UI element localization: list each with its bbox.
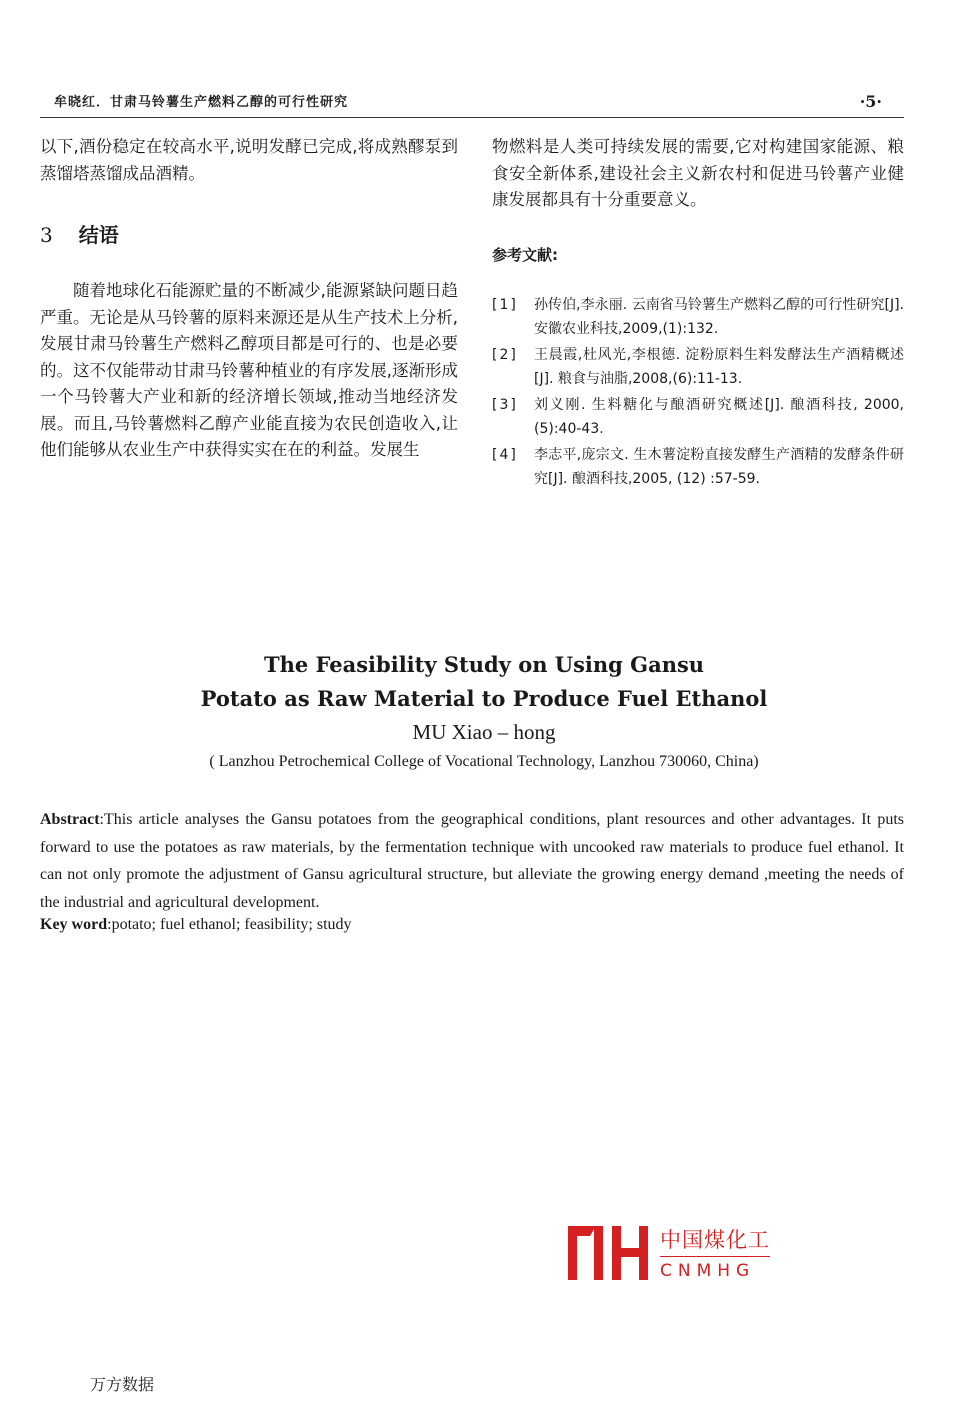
header-divider: [40, 117, 904, 118]
body-paragraph: 物燃料是人类可持续发展的需要,它对构建国家能源、粮食安全新体系,建设社会主义新农村和促进马铃薯产业健康发展都具有十分重要意义。: [492, 137, 904, 209]
logo-text: [660, 1224, 770, 1281]
cnmhg-logo-icon: [566, 1222, 652, 1282]
reference-number: [1]: [492, 296, 518, 313]
right-column: [492, 134, 904, 493]
reference-number: [4]: [492, 446, 518, 463]
left-column: [40, 134, 458, 464]
keywords-text: potato; fuel ethanol; feasibility; study: [111, 916, 352, 933]
reference-item: [492, 443, 904, 491]
logo-english-name: CNMHG: [660, 1260, 756, 1281]
references-heading: 参考文献:: [492, 245, 558, 264]
reference-number: [2]: [492, 346, 518, 363]
section-number: 3: [40, 223, 53, 247]
english-keywords: Key word:potato; fuel ethanol; feasibility; study: [40, 916, 352, 933]
reference-text: 李志平,庞宗文. 生木薯淀粉直接发酵生产酒精的发酵条件研究[J]. 酿酒科技,2005, (12) :57-59.: [534, 446, 904, 487]
english-title-line: The Feasibility Study on Using Gansu: [263, 652, 705, 677]
reference-item: [492, 343, 904, 391]
publisher-logo: [566, 1222, 770, 1282]
reference-text: 孙传伯,李永丽. 云南省马铃薯生产燃料乙醇的可行性研究[J]. 安徽农业科技,2009,(1):132.: [534, 296, 904, 337]
reference-number: [3]: [492, 396, 518, 413]
abstract-text: This article analyses the Gansu potatoes from the geographical conditions, plant resources and other advantages. It puts forward to use the potatoes as raw materials, by the fermentation technique with uncooked raw materials to produce fuel ethanol. It can not only promote the adjustment of Gansu agricultural structure, but alleviate the growing energy demand ,meeting the needs of the industrial and agricultural development.: [40, 811, 904, 911]
reference-list: [492, 293, 904, 491]
reference-text: 王晨霞,杜风光,李根德. 淀粉原料生料发酵法生产酒精概述[J]. 粮食与油脂,2008,(6):11-13.: [534, 346, 904, 387]
source-watermark: 万方数据: [90, 1375, 155, 1394]
english-title: [0, 648, 968, 716]
english-affiliation: ( Lanzhou Petrochemical College of Vocational Technology, Lanzhou 730060, China): [209, 753, 759, 770]
english-abstract: Abstract:This article analyses the Gansu potatoes from the geographical conditions, plant resources and other advantages. It puts forward to use the potatoes as raw materials, by the fermentation technique with uncooked raw materials to produce fuel ethanol. It can not only promote the adjustment of Gansu agricultural structure, but alleviate the growing energy demand ,meeting the needs of the industrial and agricultural development.: [40, 811, 904, 911]
english-title-line: Potato as Raw Material to Produce Fuel Ethanol: [200, 686, 768, 711]
reference-text: 刘义刚. 生料糖化与酿酒研究概述[J]. 酿酒科技, 2000, (5):40-43.: [534, 396, 904, 437]
section-heading: [40, 219, 458, 248]
logo-chinese-name: 中国煤化工: [660, 1224, 770, 1257]
abstract-label: Abstract: [40, 811, 100, 828]
body-paragraph: 随着地球化石能源贮量的不断减少,能源紧缺问题日趋严重。无论是从马铃薯的原料来源还是从生产技术上分析,发展甘肃马铃薯生产燃料乙醇项目都是可行的、也是必要的。这不仅能带动甘肃马铃薯种植业的有序发展,逐渐形成一个马铃薯大产业和新的经济增长领域,推动当地经济发展。而且,马铃薯燃料乙醇产业能直接为农民创造收入,让他们能够从农业生产中获得实实在在的利益。发展生: [40, 281, 458, 459]
page-number: ·5·: [859, 92, 882, 111]
reference-item: [492, 293, 904, 341]
reference-item: [492, 393, 904, 441]
section-title: 结语: [78, 223, 119, 247]
keywords-label: Key word: [40, 916, 108, 933]
body-paragraph: 以下,酒份稳定在较高水平,说明发酵已完成,将成熟醪泵到蒸馏塔蒸馏成品酒精。: [40, 137, 458, 183]
running-title: 牟晓红．甘肃马铃薯生产燃料乙醇的可行性研究: [54, 95, 349, 110]
english-author: MU Xiao – hong: [412, 720, 556, 744]
